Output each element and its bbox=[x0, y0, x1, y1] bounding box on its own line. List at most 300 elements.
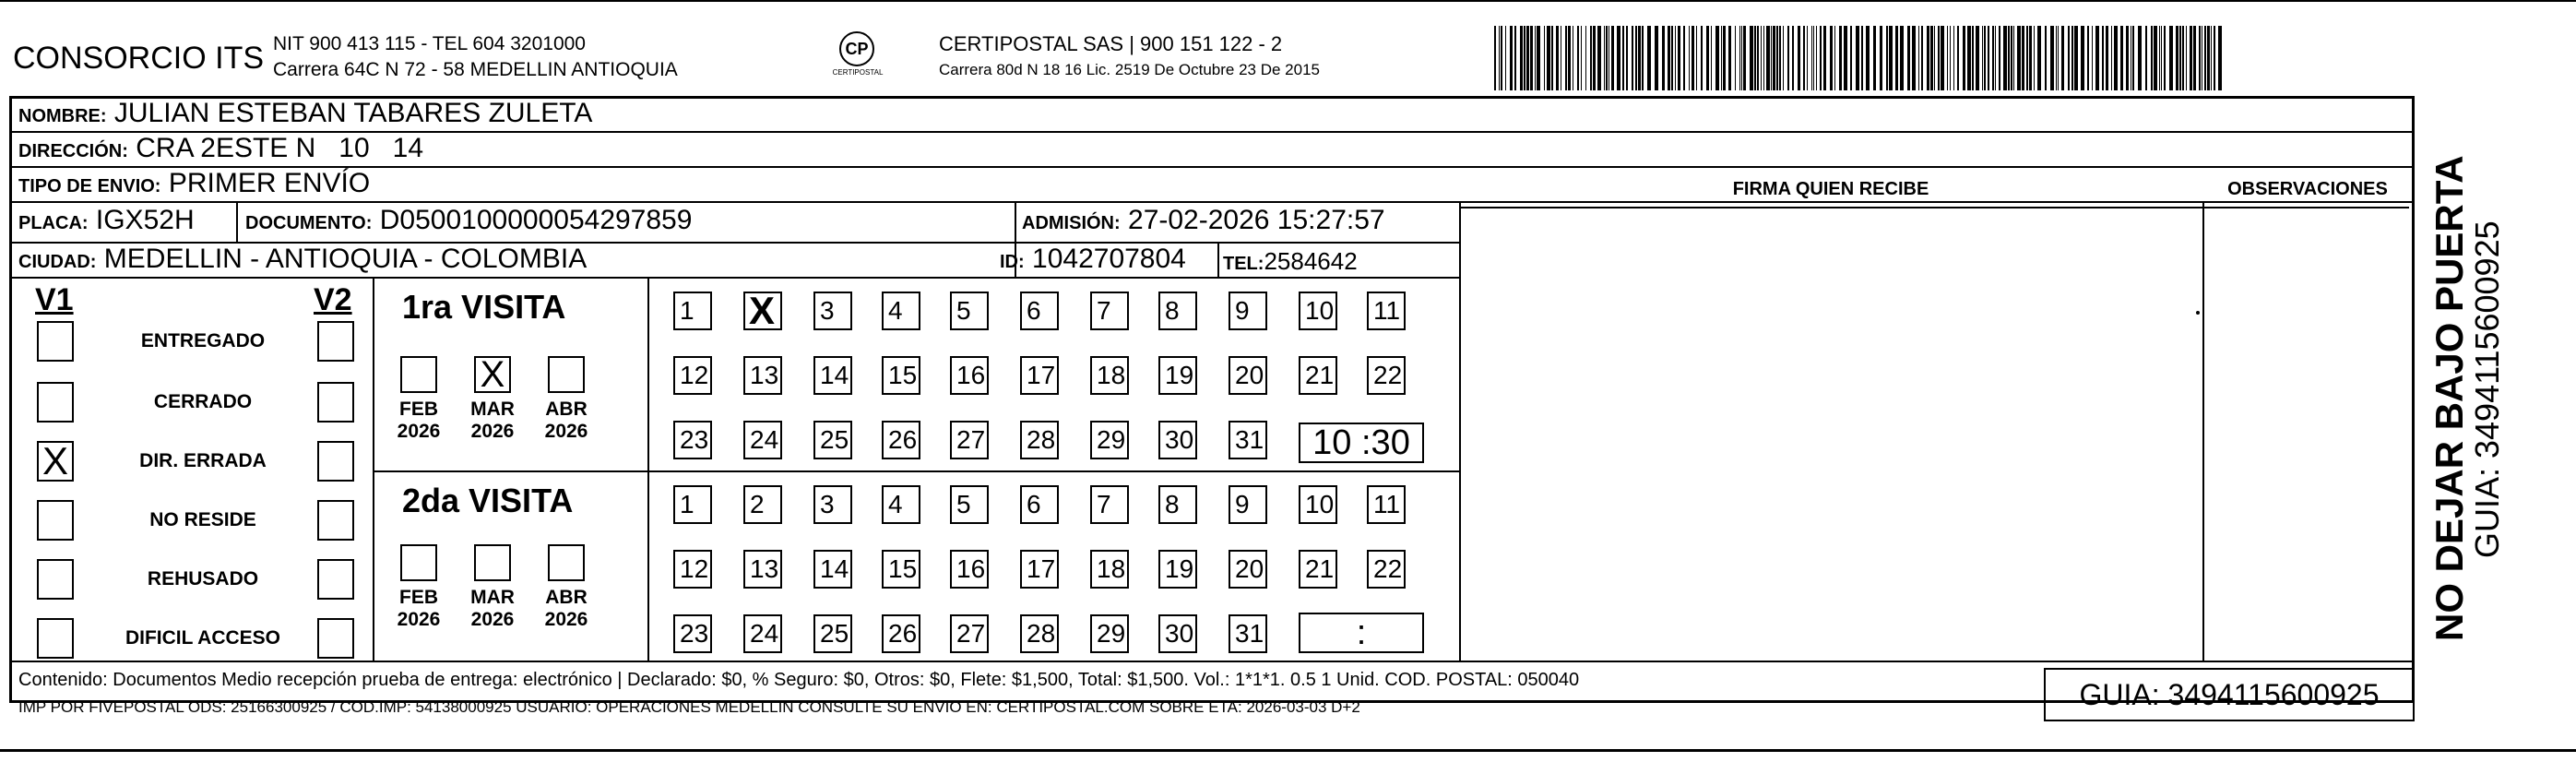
month-checkbox-3[interactable] bbox=[548, 356, 585, 393]
barcode-bar bbox=[2092, 26, 2093, 90]
ciudad-label: CIUDAD: bbox=[18, 252, 97, 272]
day-box[interactable]: 13 bbox=[743, 550, 782, 589]
day-box[interactable]: 13 bbox=[743, 356, 782, 395]
barcode-bar bbox=[1593, 26, 1596, 90]
direccion-row bbox=[18, 133, 423, 164]
barcode-bar bbox=[1873, 26, 1876, 90]
barcode-bar bbox=[2186, 26, 2187, 90]
v1-label: V1 bbox=[35, 282, 74, 317]
barcode-bar bbox=[1728, 26, 1731, 90]
barcode-bar bbox=[2022, 26, 2024, 90]
documento-row bbox=[245, 205, 692, 236]
footer-content: Contenido: Documentos Medio recepción prueba de entrega: electrónico | Declarado: $0, % Seguro: $0, Otros: $0, Flete: $1,500, Total: $1,500. Vol.: 1*1*1. 0.5 1 Unid. COD. POSTAL: 050040 bbox=[18, 670, 1580, 690]
barcode-bar bbox=[1918, 26, 1919, 90]
barcode-bar bbox=[1912, 26, 1916, 90]
stray-dot bbox=[2196, 311, 2200, 315]
barcode-bar bbox=[1792, 26, 1794, 90]
day-box[interactable]: X bbox=[743, 292, 782, 330]
day-box[interactable]: 25 bbox=[813, 614, 852, 653]
barcode-bar bbox=[2056, 26, 2057, 90]
month-checkbox-1[interactable] bbox=[400, 356, 437, 393]
barcode-bar bbox=[2161, 26, 2162, 90]
placa-value: IGX52H bbox=[95, 205, 195, 235]
day-box[interactable]: 11 bbox=[1367, 485, 1406, 524]
barcode-bar bbox=[2114, 26, 2118, 90]
status-label: REHUSADO bbox=[147, 568, 259, 589]
day-box[interactable]: 8 bbox=[1158, 485, 1197, 524]
barcode-bar bbox=[1895, 26, 1898, 90]
barcode-bar bbox=[1963, 26, 1965, 90]
certipostal-info bbox=[939, 31, 1320, 83]
day-box[interactable]: 5 bbox=[950, 292, 989, 330]
footer-divider bbox=[11, 661, 2413, 662]
barcode-bar bbox=[1706, 26, 1709, 90]
barcode-bar bbox=[1499, 26, 1500, 90]
barcode-bar bbox=[2050, 26, 2054, 90]
day-box[interactable]: 26 bbox=[882, 614, 920, 653]
barcode-bar bbox=[1776, 26, 1778, 90]
day-box[interactable]: 28 bbox=[1020, 614, 1059, 653]
barcode-bar bbox=[1577, 26, 1579, 90]
status-label: ENTREGADO bbox=[140, 330, 266, 351]
day-box[interactable]: 15 bbox=[882, 550, 920, 589]
barcode-bar bbox=[2058, 26, 2059, 90]
barcode-bar bbox=[2061, 26, 2064, 90]
barcode-bar bbox=[1696, 26, 1697, 90]
barcode-bar bbox=[2026, 26, 2028, 90]
barcode-bar bbox=[1763, 26, 1764, 90]
barcode-bar bbox=[1900, 26, 1904, 90]
barcode-bar bbox=[1850, 26, 1852, 90]
day-box[interactable]: 28 bbox=[1020, 421, 1059, 459]
barcode-bar bbox=[2074, 26, 2078, 90]
month-label bbox=[388, 587, 449, 631]
barcode-bar bbox=[1537, 26, 1540, 90]
day-box[interactable]: 22 bbox=[1367, 356, 1406, 395]
tipo-envio-label: TIPO DE ENVIO: bbox=[18, 176, 161, 196]
barcode-bar bbox=[1783, 26, 1784, 90]
company-info bbox=[273, 31, 678, 83]
day-box[interactable]: 27 bbox=[950, 421, 989, 459]
barcode-bar bbox=[1844, 26, 1847, 90]
day-box[interactable]: 6 bbox=[1020, 485, 1059, 524]
admision-value: 27-02-2026 15:27:57 bbox=[1128, 205, 1385, 235]
v1-status-checkbox[interactable]: X bbox=[37, 441, 74, 482]
barcode-bar bbox=[1622, 26, 1624, 90]
signature-area[interactable] bbox=[1461, 208, 2201, 659]
month-label bbox=[388, 399, 449, 443]
visit1-time[interactable]: 10 :30 bbox=[1299, 423, 1424, 463]
v2-status-checkbox[interactable] bbox=[317, 559, 354, 600]
day-box[interactable]: 3 bbox=[813, 485, 852, 524]
barcode-bar bbox=[1635, 26, 1637, 90]
barcode-bar bbox=[1813, 26, 1814, 90]
day-box[interactable]: 7 bbox=[1090, 485, 1129, 524]
nombre-row bbox=[18, 98, 592, 129]
barcode-bar bbox=[1947, 26, 1948, 90]
barcode-bar bbox=[2095, 26, 2099, 90]
v2-status-checkbox[interactable] bbox=[317, 321, 354, 362]
day-box[interactable]: 12 bbox=[673, 550, 712, 589]
barcode-bar bbox=[2169, 26, 2173, 90]
day-box[interactable]: 2 bbox=[743, 485, 782, 524]
barcode-bar bbox=[1820, 26, 1822, 90]
barcode-bar bbox=[2045, 26, 2047, 90]
barcode-bar bbox=[1807, 26, 1808, 90]
barcode-bar bbox=[1938, 26, 1940, 90]
barcode-bar bbox=[1655, 26, 1658, 90]
day-box[interactable]: 3 bbox=[813, 292, 852, 330]
barcode-bar bbox=[2159, 26, 2160, 90]
month-year: 2026 bbox=[470, 609, 515, 630]
barcode-bar bbox=[1953, 26, 1954, 90]
barcode-bar bbox=[1683, 26, 1685, 90]
v1-status-checkbox[interactable] bbox=[37, 382, 74, 423]
month-label bbox=[462, 587, 523, 631]
day-box[interactable]: 21 bbox=[1299, 356, 1337, 395]
barcode-bar bbox=[1886, 26, 1888, 90]
day-box[interactable]: 17 bbox=[1020, 550, 1059, 589]
footer-print-info: IMP POR FIVEPOSTAL ODS: 25166300925 / COD.IMP: 54138000925 USUARIO: OPERACIONES MEDELLIN CONSULTE SU ENVIO EN: CERTIPOSTAL.COM SOBRE ETA: 2026-03-03 D+2 bbox=[18, 698, 1360, 716]
day-box[interactable]: 18 bbox=[1090, 550, 1129, 589]
firma-header: FIRMA QUIEN RECIBE bbox=[1732, 179, 1929, 199]
v2-status-checkbox[interactable] bbox=[317, 382, 354, 423]
logo-icon: CP bbox=[839, 31, 874, 66]
barcode-bar bbox=[1889, 26, 1893, 90]
v1-status-checkbox[interactable] bbox=[37, 500, 74, 541]
barcode-bar bbox=[2145, 26, 2147, 90]
column-divider bbox=[647, 277, 649, 661]
barcode-bar bbox=[2207, 26, 2210, 90]
barcode-bar bbox=[1632, 26, 1633, 90]
visit2-title: 2da VISITA bbox=[402, 482, 574, 519]
month-label bbox=[536, 399, 597, 443]
barcode-bar bbox=[1950, 26, 1951, 90]
barcode-bar bbox=[1967, 26, 1971, 90]
barcode-bar bbox=[2111, 26, 2112, 90]
barcode-bar bbox=[1556, 26, 1559, 90]
day-box[interactable]: 15 bbox=[882, 356, 920, 395]
status-label: DIR. ERRADA bbox=[139, 450, 267, 471]
barcode-bar bbox=[1535, 26, 1536, 90]
barcode-bar bbox=[2182, 26, 2184, 90]
day-box[interactable]: 22 bbox=[1367, 550, 1406, 589]
day-box[interactable]: 9 bbox=[1229, 485, 1267, 524]
barcode-bar bbox=[1995, 26, 1996, 90]
barcode-bar bbox=[1689, 26, 1690, 90]
day-box[interactable]: 30 bbox=[1158, 614, 1197, 653]
barcode-bar bbox=[1678, 26, 1680, 90]
barcode-bar bbox=[1823, 26, 1826, 90]
month-checkbox-3[interactable] bbox=[548, 544, 585, 581]
column-divider bbox=[373, 277, 374, 661]
row-divider bbox=[11, 166, 2413, 168]
barcode-image bbox=[1494, 26, 2228, 90]
company-name: CONSORCIO ITS bbox=[13, 41, 265, 76]
barcode-bar bbox=[2154, 26, 2157, 90]
barcode-bar bbox=[1675, 26, 1676, 90]
barcode-bar bbox=[1957, 26, 1959, 90]
day-box[interactable]: 30 bbox=[1158, 421, 1197, 459]
barcode-bar bbox=[1934, 26, 1935, 90]
barcode-bar bbox=[1856, 26, 1859, 90]
barcode-bar bbox=[1739, 26, 1740, 90]
day-box[interactable]: 10 bbox=[1299, 485, 1337, 524]
barcode-bar bbox=[1816, 26, 1817, 90]
day-box[interactable]: 18 bbox=[1090, 356, 1129, 395]
day-box[interactable]: 16 bbox=[950, 356, 989, 395]
barcode-bar bbox=[1671, 26, 1673, 90]
barcode-bar bbox=[1581, 26, 1582, 90]
status-label: CERRADO bbox=[153, 391, 253, 412]
barcode-bar bbox=[2214, 26, 2215, 90]
barcode-bar bbox=[1761, 26, 1762, 90]
barcode-bar bbox=[1510, 26, 1513, 90]
barcode-bar bbox=[2013, 26, 2014, 90]
barcode-bar bbox=[2008, 26, 2010, 90]
ciudad-row bbox=[18, 244, 587, 275]
barcode-bar bbox=[1757, 26, 1759, 90]
day-box[interactable]: 4 bbox=[882, 292, 920, 330]
day-box[interactable]: 23 bbox=[673, 421, 712, 459]
barcode-bar bbox=[1930, 26, 1933, 90]
admision-label: ADMISIÓN: bbox=[1022, 213, 1121, 233]
barcode-bar bbox=[1723, 26, 1726, 90]
month-year: 2026 bbox=[470, 421, 515, 442]
barcode-bar bbox=[1626, 26, 1628, 90]
barcode-bar bbox=[1735, 26, 1736, 90]
barcode-bar bbox=[1611, 26, 1614, 90]
day-box[interactable]: 25 bbox=[813, 421, 852, 459]
top-edge-rule bbox=[0, 0, 2576, 2]
day-box[interactable]: 12 bbox=[673, 356, 712, 395]
barcode-bar bbox=[1839, 26, 1842, 90]
barcode-bar bbox=[1604, 26, 1605, 90]
day-box[interactable]: 29 bbox=[1090, 421, 1129, 459]
barcode-bar bbox=[1976, 26, 1979, 90]
row-divider bbox=[11, 201, 2413, 203]
day-box[interactable]: 31 bbox=[1229, 614, 1267, 653]
barcode-bar bbox=[2102, 26, 2104, 90]
day-box[interactable]: 26 bbox=[882, 421, 920, 459]
barcode-bar bbox=[1505, 26, 1506, 90]
barcode-bar bbox=[1668, 26, 1670, 90]
day-box[interactable]: 1 bbox=[673, 485, 712, 524]
barcode-bar bbox=[1606, 26, 1608, 90]
barcode-bar bbox=[1750, 26, 1753, 90]
barcode-bar bbox=[1927, 26, 1929, 90]
observations-area[interactable] bbox=[2204, 208, 2411, 659]
barcode-bar bbox=[2120, 26, 2123, 90]
day-box[interactable]: 16 bbox=[950, 550, 989, 589]
tipo-envio-row bbox=[18, 168, 370, 199]
direccion-value: CRA 2ESTE N 10 14 bbox=[136, 133, 424, 163]
barcode-bar bbox=[1754, 26, 1756, 90]
barcode-bar bbox=[1743, 26, 1746, 90]
barcode-bar bbox=[1803, 26, 1805, 90]
id-value: 1042707804 bbox=[1032, 244, 1186, 274]
barcode-bar bbox=[1811, 26, 1812, 90]
day-box[interactable]: 14 bbox=[813, 550, 852, 589]
side-notice: NO DEJAR BAJO PUERTA bbox=[2428, 155, 2471, 641]
barcode-bar bbox=[1972, 26, 1974, 90]
column-divider bbox=[1217, 242, 1219, 277]
day-box[interactable]: 9 bbox=[1229, 292, 1267, 330]
barcode-bar bbox=[1798, 26, 1800, 90]
guia-box: GUIA: 3494115600925 bbox=[2044, 668, 2415, 721]
barcode-bar bbox=[2068, 26, 2070, 90]
barcode-bar bbox=[1787, 26, 1789, 90]
v2-status-checkbox[interactable] bbox=[317, 441, 354, 482]
barcode-bar bbox=[1501, 26, 1502, 90]
v1-status-checkbox[interactable] bbox=[37, 321, 74, 362]
month-name: FEB bbox=[399, 587, 438, 608]
barcode-bar bbox=[2138, 26, 2142, 90]
barcode-bar bbox=[2190, 26, 2192, 90]
company-address: Carrera 64C N 72 - 58 MEDELLIN ANTIOQUIA bbox=[273, 59, 678, 80]
barcode-bar bbox=[1514, 26, 1516, 90]
barcode-bar bbox=[1524, 26, 1525, 90]
day-box[interactable]: 23 bbox=[673, 614, 712, 653]
barcode-bar bbox=[2132, 26, 2134, 90]
tipo-envio-value: PRIMER ENVÍO bbox=[168, 168, 371, 198]
month-checkbox-2[interactable] bbox=[474, 544, 511, 581]
day-box[interactable]: 10 bbox=[1299, 292, 1337, 330]
company-nit: NIT 900 413 115 - TEL 604 3201000 bbox=[273, 33, 586, 54]
day-box[interactable]: 17 bbox=[1020, 356, 1059, 395]
barcode-bar bbox=[2071, 26, 2073, 90]
barcode-bar bbox=[2193, 26, 2196, 90]
visit-divider bbox=[373, 470, 1459, 472]
barcode-bar bbox=[2211, 26, 2212, 90]
barcode-bar bbox=[1585, 26, 1586, 90]
day-box[interactable]: 1 bbox=[673, 292, 712, 330]
barcode-bar bbox=[1988, 26, 1989, 90]
barcode-bar bbox=[1568, 26, 1571, 90]
month-label bbox=[536, 587, 597, 631]
observaciones-header: OBSERVACIONES bbox=[2227, 179, 2388, 199]
v2-status-checkbox[interactable] bbox=[317, 500, 354, 541]
barcode-bar bbox=[2126, 26, 2129, 90]
barcode-bar bbox=[1547, 26, 1550, 90]
month-checkbox-1[interactable] bbox=[400, 544, 437, 581]
barcode-bar bbox=[1565, 26, 1567, 90]
month-name: MAR bbox=[470, 587, 515, 608]
barcode-bar bbox=[1880, 26, 1882, 90]
month-year: 2026 bbox=[544, 609, 588, 630]
tel-value: 2584642 bbox=[1264, 247, 1358, 275]
barcode-bar bbox=[1721, 26, 1722, 90]
barcode-bar bbox=[2011, 26, 2012, 90]
barcode-bar bbox=[1701, 26, 1703, 90]
day-box[interactable]: 19 bbox=[1158, 550, 1197, 589]
nombre-label: NOMBRE: bbox=[18, 106, 107, 126]
nombre-value: JULIAN ESTEBAN TABARES ZULETA bbox=[113, 98, 593, 128]
barcode-bar bbox=[1779, 26, 1781, 90]
day-box[interactable]: 14 bbox=[813, 356, 852, 395]
barcode-bar bbox=[2003, 26, 2007, 90]
barcode-bar bbox=[1617, 26, 1620, 90]
month-name: ABR bbox=[545, 399, 588, 420]
barcode-bar bbox=[1982, 26, 1983, 90]
barcode-bar bbox=[1551, 26, 1553, 90]
barcode-bar bbox=[1921, 26, 1923, 90]
barcode-bar bbox=[1494, 26, 1496, 90]
month-name: MAR bbox=[470, 399, 515, 420]
month-checkbox-2[interactable]: X bbox=[474, 356, 511, 393]
day-box[interactable]: 31 bbox=[1229, 421, 1267, 459]
column-divider bbox=[236, 201, 238, 242]
barcode-bar bbox=[1715, 26, 1719, 90]
certipostal-nit: CERTIPOSTAL SAS | 900 151 122 - 2 bbox=[939, 32, 1283, 55]
day-box[interactable]: 19 bbox=[1158, 356, 1197, 395]
barcode-bar bbox=[1773, 26, 1775, 90]
barcode-bar bbox=[1597, 26, 1601, 90]
day-box[interactable]: 21 bbox=[1299, 550, 1337, 589]
v1-status-checkbox[interactable] bbox=[37, 559, 74, 600]
bottom-edge-rule bbox=[0, 749, 2576, 752]
visit2-time[interactable]: : bbox=[1299, 613, 1424, 653]
barcode-bar bbox=[1520, 26, 1523, 90]
day-box[interactable]: 27 bbox=[950, 614, 989, 653]
month-year: 2026 bbox=[544, 421, 588, 442]
day-box[interactable]: 24 bbox=[743, 421, 782, 459]
barcode-bar bbox=[1992, 26, 1994, 90]
barcode-bar bbox=[2151, 26, 2153, 90]
day-box[interactable]: 20 bbox=[1229, 550, 1267, 589]
admision-row bbox=[1022, 205, 1385, 236]
day-box[interactable]: 11 bbox=[1367, 292, 1406, 330]
barcode-bar bbox=[1766, 26, 1770, 90]
day-box[interactable]: 20 bbox=[1229, 356, 1267, 395]
barcode-bar bbox=[1692, 26, 1694, 90]
month-name: FEB bbox=[399, 399, 438, 420]
barcode-bar bbox=[2218, 26, 2222, 90]
day-box[interactable]: 7 bbox=[1090, 292, 1129, 330]
month-year: 2026 bbox=[397, 609, 441, 630]
barcode-bar bbox=[1834, 26, 1835, 90]
row-divider bbox=[11, 277, 1459, 279]
barcode-bar bbox=[1907, 26, 1910, 90]
certipostal-address: Carrera 80d N 18 16 Lic. 2519 De Octubre 23 De 2015 bbox=[939, 61, 1320, 78]
barcode-bar bbox=[2029, 26, 2032, 90]
v2-label: V2 bbox=[314, 282, 352, 317]
barcode-bar bbox=[2179, 26, 2181, 90]
documento-label: DOCUMENTO: bbox=[245, 213, 373, 233]
direccion-label: DIRECCIÓN: bbox=[18, 141, 128, 161]
barcode-bar bbox=[1830, 26, 1833, 90]
day-box[interactable]: 8 bbox=[1158, 292, 1197, 330]
barcode-bar bbox=[2087, 26, 2089, 90]
barcode-bar bbox=[2204, 26, 2206, 90]
day-box[interactable]: 4 bbox=[882, 485, 920, 524]
id-row bbox=[1000, 244, 1186, 275]
day-box[interactable]: 5 bbox=[950, 485, 989, 524]
day-box[interactable]: 24 bbox=[743, 614, 782, 653]
day-box[interactable]: 6 bbox=[1020, 292, 1059, 330]
barcode-bar bbox=[1642, 26, 1644, 90]
month-name: ABR bbox=[545, 587, 588, 608]
v2-status-checkbox[interactable] bbox=[317, 618, 354, 659]
side-guia: GUIA: 3494115600925 bbox=[2468, 220, 2506, 558]
barcode-bar bbox=[1741, 26, 1742, 90]
barcode-bar bbox=[2199, 26, 2201, 90]
day-box[interactable]: 29 bbox=[1090, 614, 1129, 653]
visit1-title: 1ra VISITA bbox=[402, 288, 566, 326]
v1-status-checkbox[interactable] bbox=[37, 618, 74, 659]
placa-label: PLACA: bbox=[18, 213, 89, 233]
barcode-bar bbox=[1526, 26, 1529, 90]
